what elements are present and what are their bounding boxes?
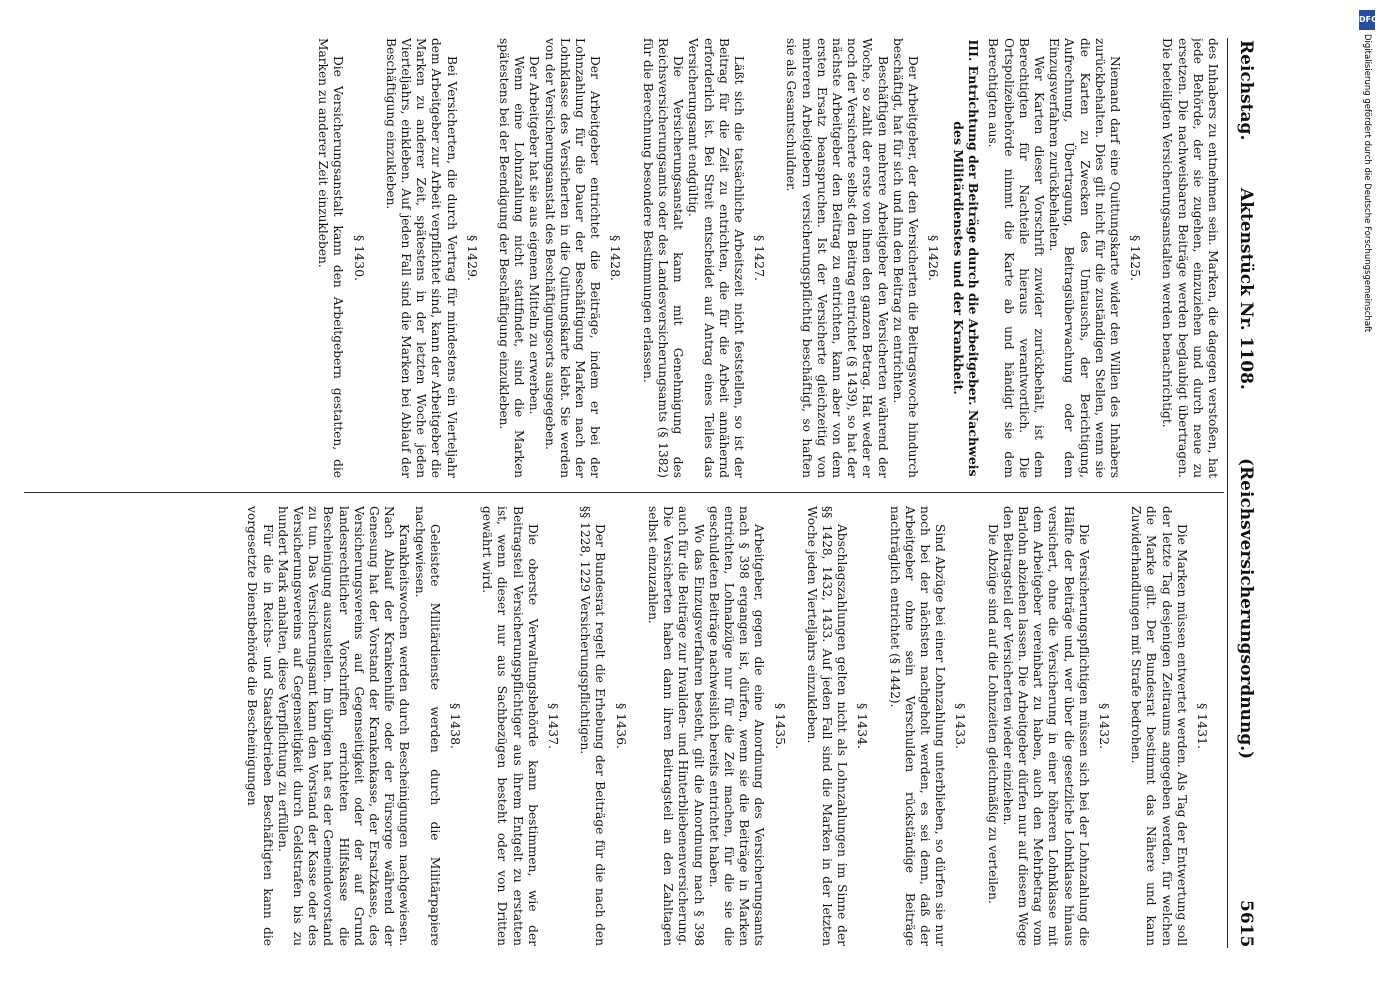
page-header bbox=[1232, 38, 1260, 948]
dfg-logo: DFG bbox=[1359, 10, 1375, 30]
paragraph: des Inhabers zu entnehmen sein. Marken, die dagegen verstoßen, hat jede Behörde, der sie zugehen, einzuziehen und durch neue zu ersetzen. Die nachweisbaren Beiträge werden beglaubigt übertragen. Die beteiligten Versicherungsanstalten werden benachrichtigt. bbox=[1160, 38, 1220, 478]
credit-text: Digitalisierung gefördert durch die Deutsche Forschungsgemeinschaft bbox=[1362, 34, 1372, 333]
paragraph: Wer Karten dieser Vorschrift zuwider zurückbehält, ist dem Berechtigten für Nachteile hieraus verantwortlich. Die Ortspolizeibehörde nimmt die Karte ab und händigt sie dem Berechtigten aus. bbox=[986, 38, 1046, 478]
paragraph: Beschäftigen mehrere Arbeitgeber den Versicherten während der Woche, so zahlt der erste von ihnen den ganzen Betrag. Hat weder er noch der Versicherte selbst den Beitrag entrichtet (§ 1439), so hat der nächste Arbeitgeber den Beitrag zu entrichten, kann aber von dem ersten Ersatz beanspruchen. Ist der Versicherte gleichzeitig von mehreren Arbeitgebern versicherungspflichtig beschäftigt, so haften sie als Gesamtschuldner. bbox=[784, 38, 890, 478]
paragraph: Die Abzüge sind auf die Lohnzeiten gleichmäßig zu verteilen. bbox=[985, 524, 1000, 904]
paragraph: Sind Abzüge bei einer Lohnzahlung unterblieben, so dürfen sie nur noch bei der nächsten nachgeholt werden, es sei denn, daß der Arbeitgeber ohne sein Verschulden rückständige Beiträge nachträglich entrichtet (§ 1442). bbox=[887, 506, 948, 946]
paragraph: Die Versicherungsanstalt kann mit Genehmigung des Reichsversicherungsamts oder des Landesversicherungsamts (§ 1382) für die Berechnung besondere Bestimmungen erlassen. bbox=[640, 38, 686, 478]
paragraph: Arbeitgeber, gegen die eine Anordnung des Versicherungsamts nach § 398 ergangen ist, dürfen, wenn sie die Beiträge in Marken entrichten, Lohnabzüge nur für die Zeit machen, für die sie die geschuldeten Beiträge nachweislich bereits entrichtet haben. bbox=[706, 506, 767, 946]
digitization-credit bbox=[1360, 34, 1374, 954]
paragraph: Der Arbeitgeber entrichtet die Beiträge, indem er bei der Lohnzahlung für die Dauer der Beschäftigung Marken nach der Lohnklasse des Versicherten in die Quittungskarte klebt. Sie werden von der Versicherungsanstalt des Beschäftigungsorts ausgegeben. bbox=[542, 38, 603, 478]
section-heading: § 1429. bbox=[464, 234, 480, 281]
left-column bbox=[24, 38, 1220, 478]
paragraph: Der Arbeitgeber, der den Versicherten die Beitragswoche hindurch beschäftigt, hat für sich und ihn den Beitrag zu entrichten. bbox=[890, 38, 920, 478]
document-page bbox=[20, 38, 1260, 948]
section-heading: § 1432. bbox=[1096, 702, 1112, 749]
paragraph: Die oberste Verwaltungsbehörde kann bestimmen, wie der Beitragsteil Versicherungspflichtiger aus ihrem Entgelt zu erstatten ist, wenn dieser nur aus Sachbezügen besteht oder von Dritten gewährt wird. bbox=[480, 506, 540, 946]
paragraph: Die Versicherungspflichtigen müssen sich bei der Lohnzahlung die Hälfte der Beiträge und, wer über die gesetzliche Lohnklasse hinaus versichert, ohne die Versicherung in einer höheren Lohnklasse mit dem Arbeitgeber vereinbart zu haben, auch den Mehrbetrag vom Barlohn abziehen lassen. Die Arbeitgeber dürfen nur auf diesem Wege den Beitragsteil der Versicherten wieder einziehen. bbox=[1000, 506, 1091, 946]
section-heading: § 1436. bbox=[613, 702, 629, 749]
paragraph: Läßt sich die tatsächliche Arbeitszeit nicht feststellen, so ist der Beitrag für die Zeit zu entrichten, die für die Arbeit annähernd erforderlich ist. Bei Streit entscheidet auf Antrag eines Teiles das Versicherungsamt endgültig. bbox=[686, 38, 746, 478]
section-heading: § 1425. bbox=[1128, 234, 1144, 281]
section-heading: § 1431. bbox=[1195, 702, 1210, 749]
section-heading: § 1437. bbox=[546, 702, 562, 749]
column-divider bbox=[24, 492, 1224, 493]
page-number: 5615 bbox=[1236, 900, 1256, 948]
paragraph: Abschlagszahlungen gelten nicht als Lohnzahlungen im Sinne der §§ 1428, 1432, 1433. Auf jeden Fall sind die Marken in der letzten Woche jeden Vierteljahrs einzukleben. bbox=[804, 506, 850, 946]
header-rule bbox=[1227, 38, 1228, 948]
section-heading: § 1428. bbox=[608, 234, 624, 281]
paragraph: Krankheitswochen werden durch Bescheinigungen nachgewiesen. Nach Ablauf der Krankenhilfe oder der Fürsorge während der Genesung hat der Vorstand der Krankenkasse, der Ersatzkasse, des Versicherungsvereins auf Gegenseitigkeit oder der auf Grund landesrechtlicher Vorschriften errichteten Hilfskasse die Bescheinigung auszustellen. Im übrigen hat es der Gemeindevorstand zu tun. Das Versicherungsamt kann den Vorstand der Kasse oder des Versicherungsvereins auf Gegenseitigkeit durch Geldstrafen bis zu hundert Mark anhalten, diese Verpflichtung zu erfüllen. bbox=[275, 506, 412, 946]
section-heading: § 1430. bbox=[351, 234, 367, 281]
paragraph: Wenn eine Lohnzahlung nicht stattfindet, sind die Marken spätestens bei der Beendigung der Beschäftigung einzukleben. bbox=[497, 38, 527, 478]
paragraph: Für die in Reichs- und Staatsbetrieben Beschäftigten kann die vorgesetzte Dienstbehörde die Bescheinigungen bbox=[245, 506, 275, 946]
section-heading: § 1426. bbox=[926, 234, 942, 281]
section-heading: § 1438. bbox=[448, 702, 464, 749]
paragraph: Geleistete Militärdienste werden durch die Militärpapiere nachgewiesen. bbox=[412, 506, 442, 946]
chapter-heading: III. Entrichtung der Beiträge durch die Arbeitgeber. Nachweis des Militärdienstes und der Krankheit. bbox=[951, 39, 982, 477]
paragraph: Der Bundesrat regelt die Erhebung der Beiträge für die nach den §§ 1228, 1229 Versicherungspflichtigen. bbox=[578, 506, 608, 946]
section-heading: § 1435. bbox=[772, 702, 788, 749]
paragraph: Die Versicherungsanstalt kann den Arbeitgebern gestatten, die Marken zu anderer Zeit einzukleben. bbox=[316, 38, 346, 478]
header-left: Reichstag. bbox=[1236, 40, 1256, 141]
section-heading: § 1427. bbox=[752, 234, 768, 281]
paragraph: Niemand darf eine Quittungskarte wider den Willen des Inhabers zurückbehalten. Dies gilt nicht für die zuständigen Stellen, wenn sie die Karten zu Zwecken des Umtauschs, der Berichtigung, Aufrechnung, Übertragung, Beitragsüberwachung oder dem Einzugsverfahren zurückbehalten. bbox=[1047, 38, 1122, 478]
paragraph: Wo das Einzugsverfahren besteht, gilt die Anordnung nach § 398 auch für die Beiträge zur Invaliden- und Hinterbliebenenversicherung. Die Versicherten haben dann ihren Beitragsteil an den Zahltagen selbst einzuzahlen. bbox=[645, 506, 706, 946]
paragraph: Bei Versicherten, die durch Vertrag für mindestens ein Vierteljahr dem Arbeitgeber zur Arbeit verpflichtet sind, kann der Arbeitgeber die Marken zu anderer Zeit, spätestens in der letzten Woche jeden Vierteljahrs, einkleben. Auf jeden Fall sind die Marken bei Ablauf der Beschäftigung einzukleben. bbox=[383, 38, 459, 478]
paragraph: Die Marken müssen entwertet werden. Als Tag der Entwertung soll der letzte Tag desjenigen Zeitraums angegeben werden, für welchen die Marke gilt. Der Bundesrat bestimmt das Nähere und kann Zuwiderhandlungen mit Strafe bedrohen. bbox=[1129, 506, 1189, 946]
header-document-number: Aktenstück Nr. 1108. bbox=[1236, 188, 1256, 390]
right-column bbox=[24, 506, 1220, 946]
paragraph: Der Arbeitgeber hat sie aus eigenen Mitteln zu erwerben. bbox=[527, 56, 542, 415]
header-title: (Reichsversicherungsordnung.) bbox=[1236, 458, 1256, 760]
section-heading: § 1433. bbox=[953, 702, 969, 749]
section-heading: § 1434. bbox=[855, 702, 871, 749]
